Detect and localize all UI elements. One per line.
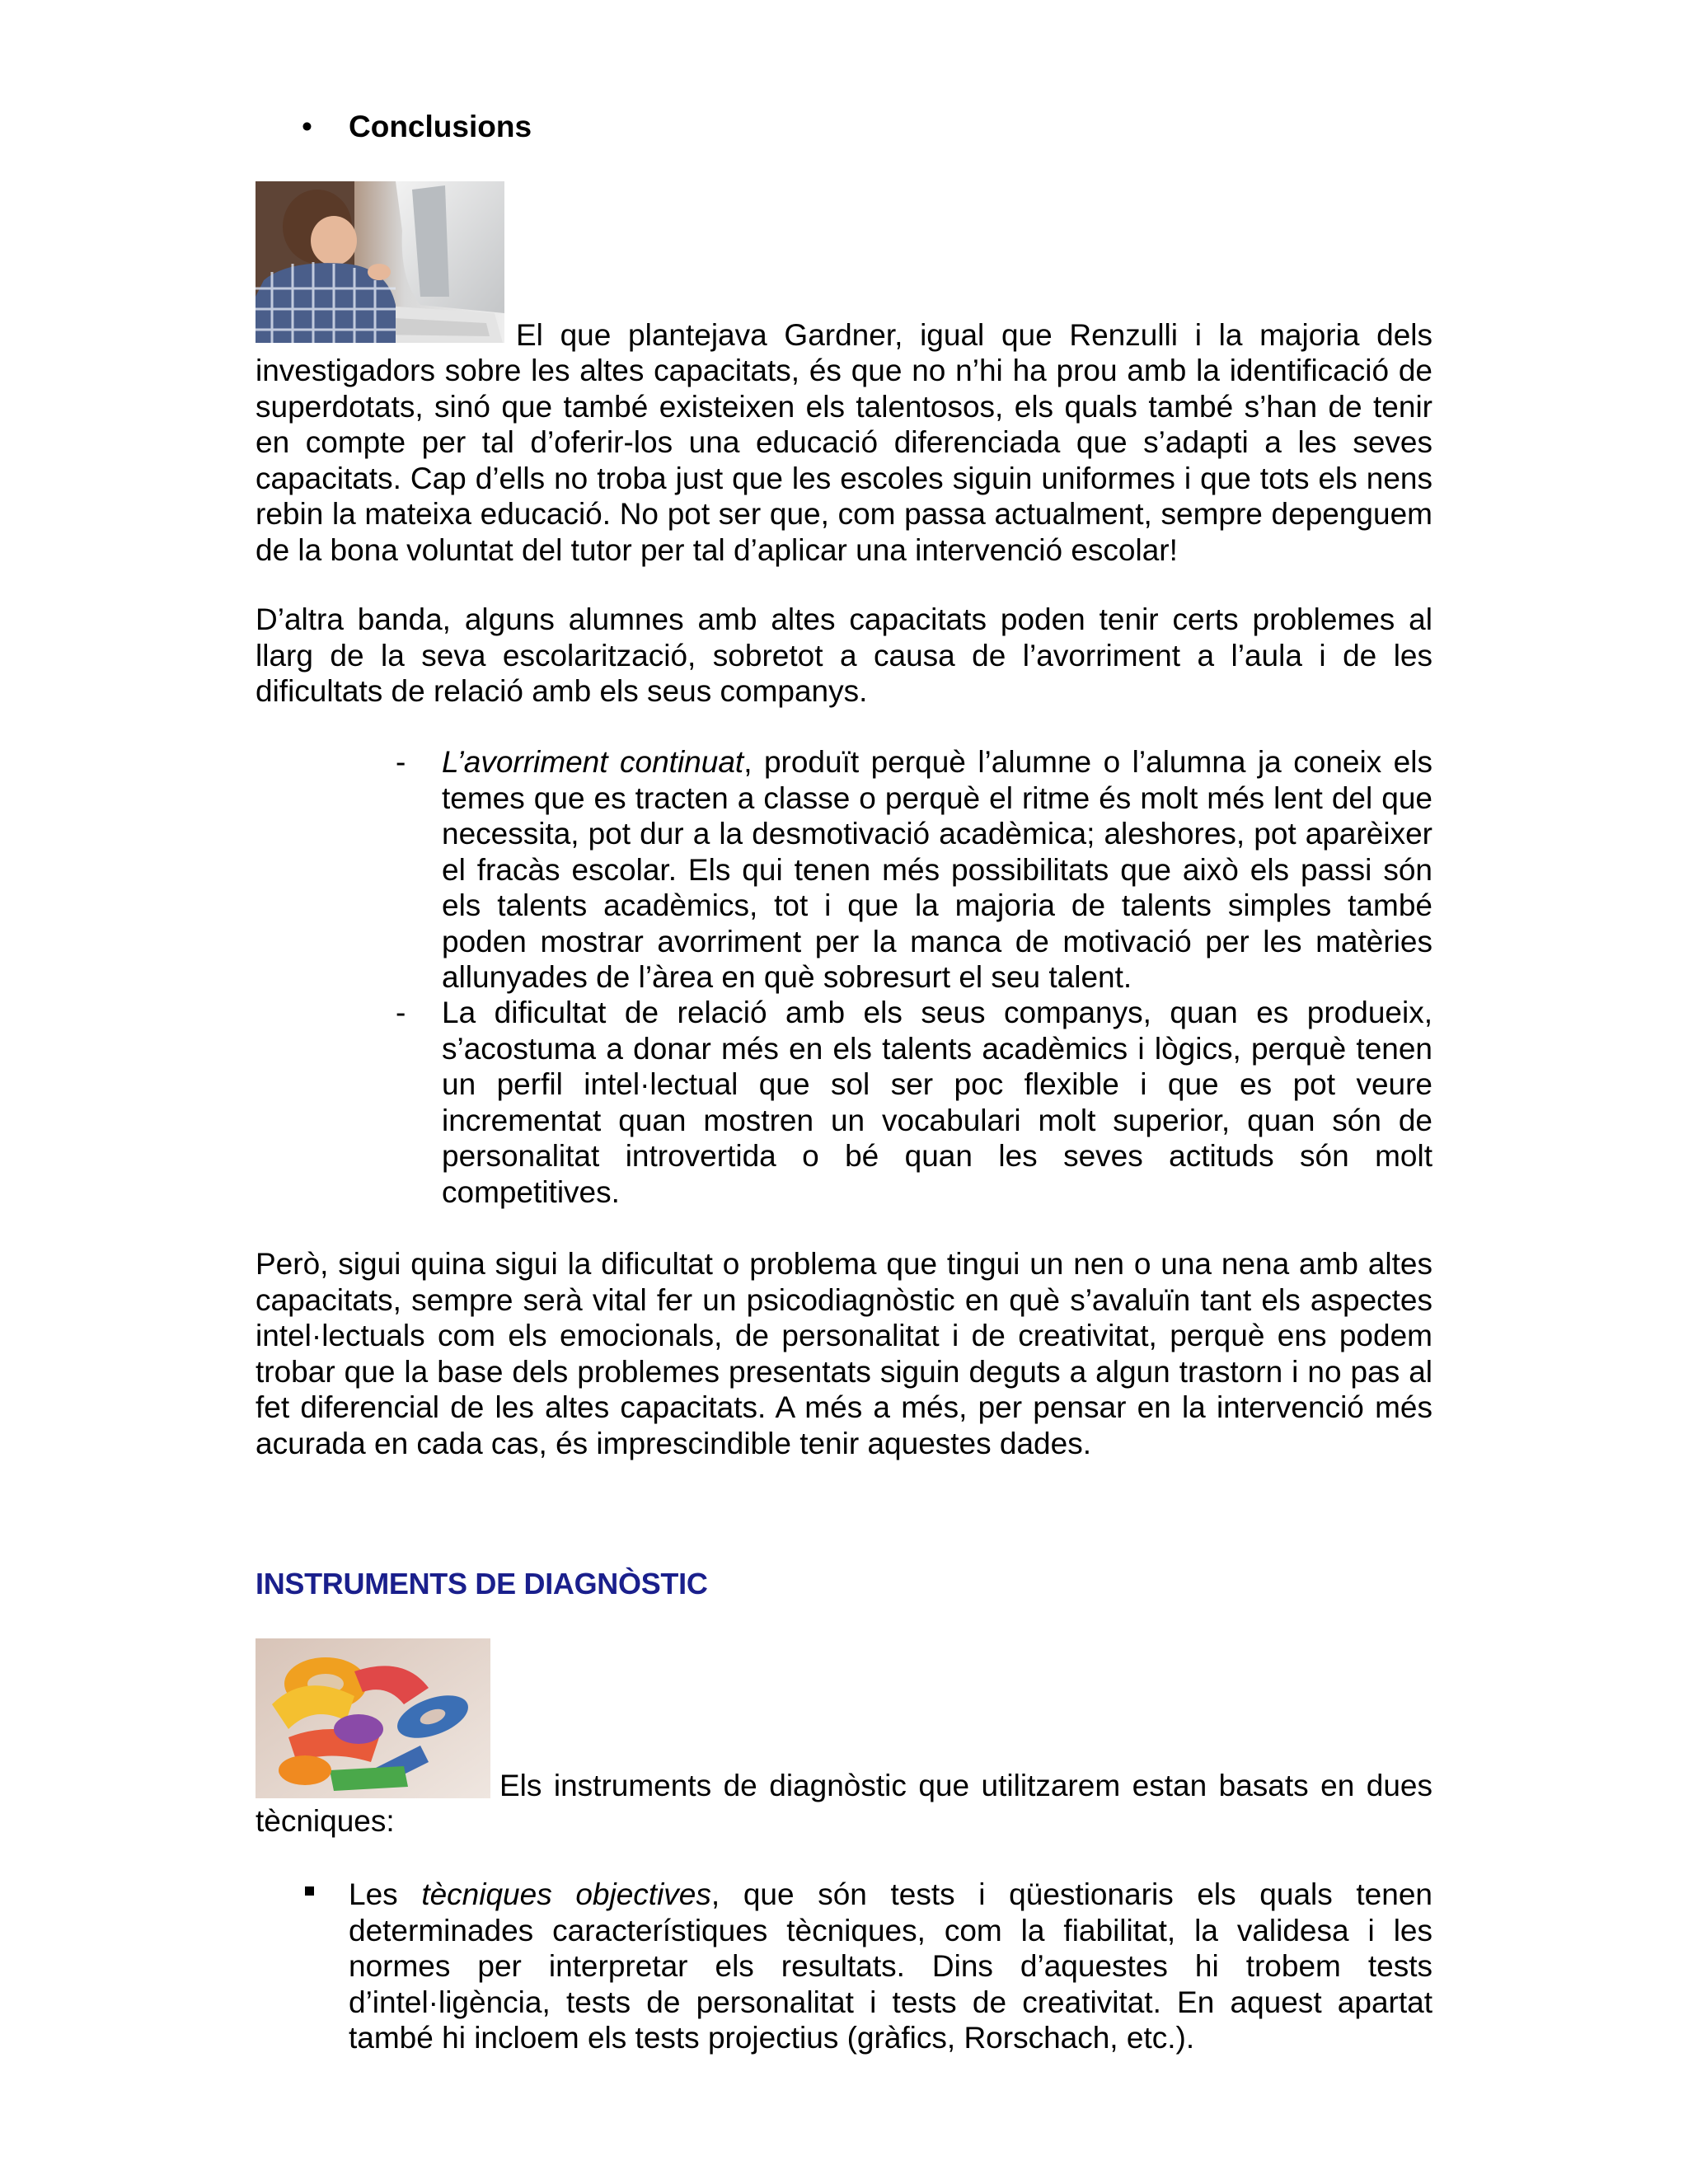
- dash-item-body: La dificultat de relació amb els seus companys, quan es produeix, s’acostuma a donar més en els talents acadèmics i lògics, perquè tenen un perfil intel·lectual que sol ser poc flexible i que es pot veure incrementat quan mostren un vocabulari molt superior, quan són de personalitat introvertida o bé quan les seves actituds són molt competitives.: [442, 996, 1432, 1209]
- colored-shapes-image: [256, 1638, 490, 1798]
- dash-item-body: , produït perquè l’alumne o l’alumna ja coneix els temes que es tracten a classe o perquè el ritme és molt més lent del que necessita, pot dur a la desmotivació acadèmica; aleshores, pot aparèixer el fracàs escolar. Els qui tenen més possibilitats que això els passi són els talents acadèmics, tot i que la majoria de talents simples també poden mostrar avorriment per la manca de motivació per les matèries allunyades de l’àrea en què sobresurt el seu talent.: [442, 745, 1432, 994]
- paragraph-4-body: tècniques:: [256, 1804, 395, 1838]
- square-item-italic: tècniques objectives: [421, 1877, 711, 1911]
- conclusions-heading: Conclusions: [349, 110, 532, 143]
- dash-item-italic-lead: L’avorriment continuat: [442, 745, 744, 779]
- square-item-text: [349, 1877, 1432, 2056]
- bullet-icon: •: [302, 110, 312, 143]
- dash-item-text: [442, 995, 1432, 1210]
- dash-item-text: [442, 744, 1432, 996]
- child-computer-illustration: [256, 181, 504, 343]
- child-computer-image: [256, 181, 504, 343]
- section-heading: INSTRUMENTS DE DIAGNÒSTIC: [256, 1567, 708, 1601]
- paragraph-1-first-line: El que plantejava Gardner, igual que Renzulli i la majoria dels: [516, 318, 1432, 352]
- dash-marker: -: [396, 996, 406, 1029]
- paragraph-2: D’altra banda, alguns alumnes amb altes capacitats poden tenir certs problemes al llarg de la seva escolarització, sobretot a causa de l’avorriment a l’aula i de les dificultats de relació amb els seus companys.: [256, 602, 1432, 708]
- square-item-body: , que són tests i qüestionaris els quals tenen determinades característiques tècniques, com la fiabilitat, la validesa i les normes per interpretar els resultats. Dins d’aquestes hi trobem tests d’intel·ligència, tests de personalitat i tests de creativitat. En aquest apartat també hi incloem els tests projectius (gràfics, Rorschach, etc.).: [349, 1877, 1432, 2055]
- paragraph-4-first-line: Els instruments de diagnòstic que utilitzarem estan basats en dues: [499, 1769, 1432, 1802]
- colored-shapes-illustration: [256, 1638, 490, 1798]
- square-bullet-icon: [305, 1886, 314, 1896]
- square-item-lead: Les: [349, 1877, 422, 1911]
- paragraph-3: Però, sigui quina sigui la dificultat o problema que tingui un nen o una nena amb altes capacitats, sempre serà vital fer un psicodiagnòstic en què s’avaluïn tant els aspectes intel·lectuals com els emocionals, de personalitat i de creativitat, perquè ens podem trobar que la base dels problemes presentats siguin deguts a algun trastorn i no pas al fet diferencial de les altes capacitats. A més a més, per pensar en la intervenció més acurada en cada cas, és imprescindible tenir aquestes dades.: [256, 1247, 1432, 1460]
- dash-marker: -: [396, 745, 406, 779]
- paragraph-1-body: investigadors sobre les altes capacitats, és que no n’hi ha prou amb la identificació de superdotats, sinó que també existeixen els talentosos, els quals també s’han de tenir en compte per tal d’oferir-los una educació diferenciada que s’adapti a les seves capacitats. Cap d’ells no troba just que les escoles siguin uniformes i que tots els nens rebin la mateixa educació. No pot ser que, com passa actualment, sempre depenguem de la bona voluntat del tutor per tal d’aplicar una intervenció escolar!: [256, 354, 1432, 567]
